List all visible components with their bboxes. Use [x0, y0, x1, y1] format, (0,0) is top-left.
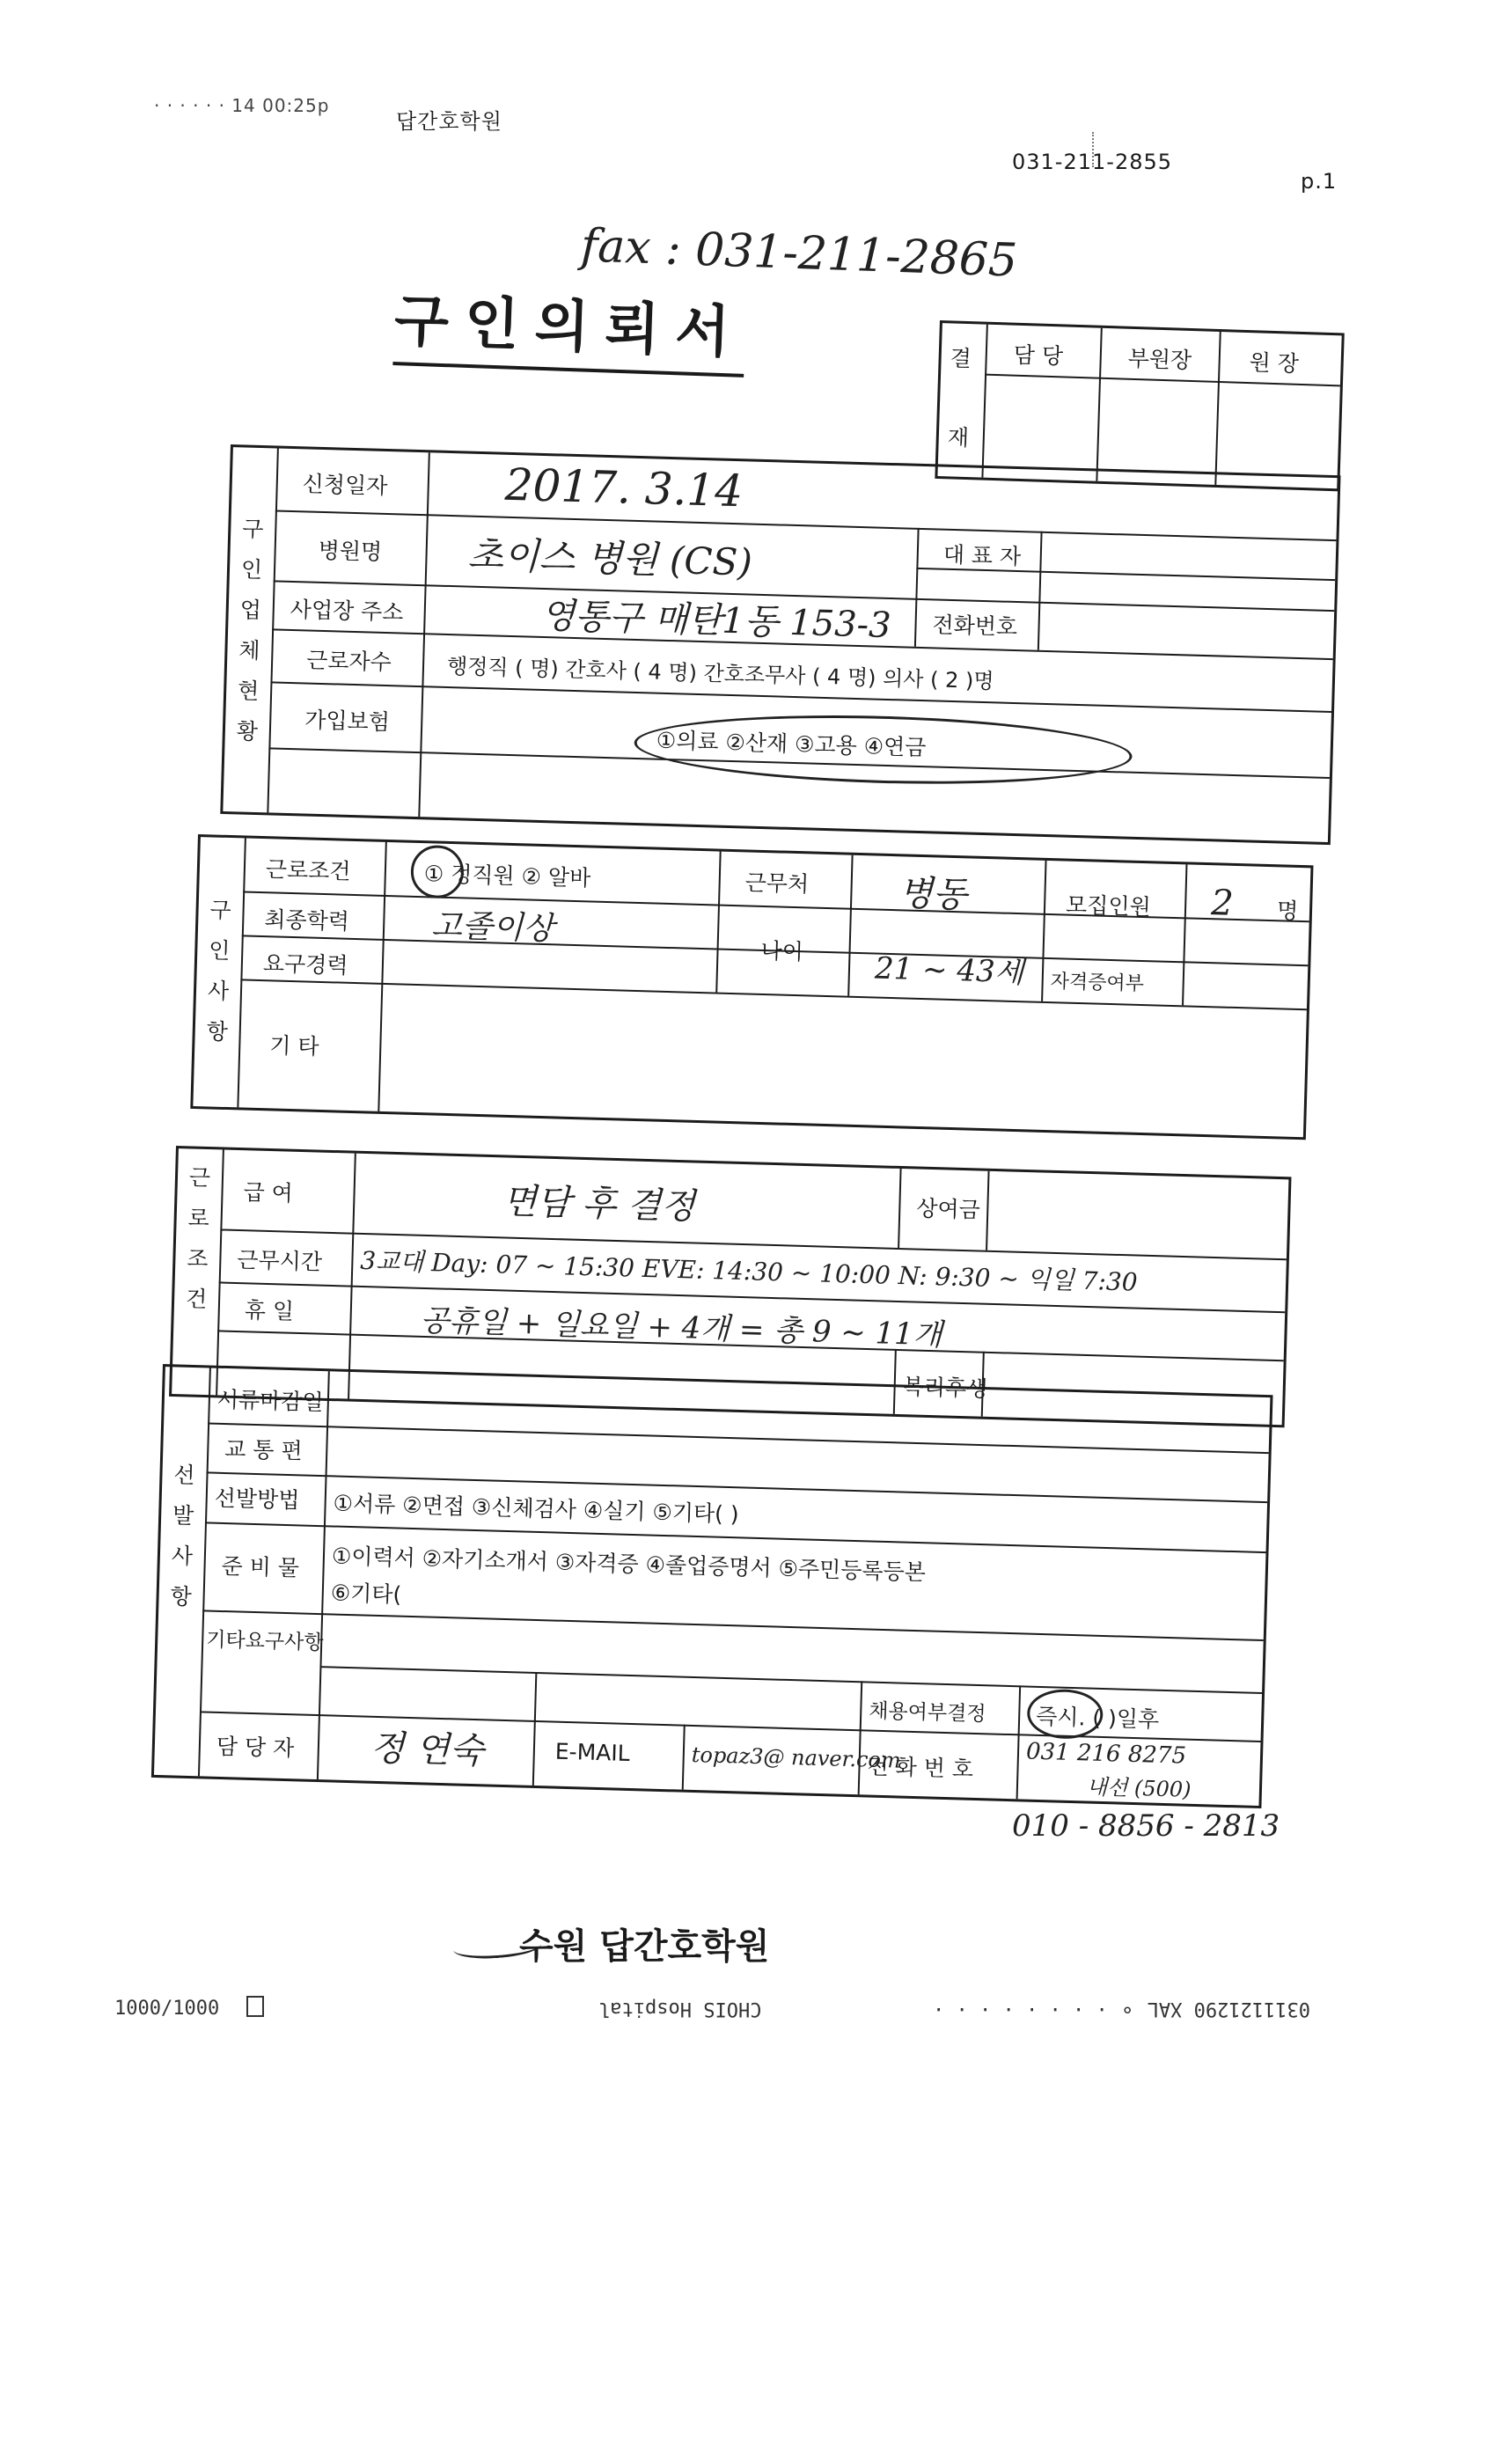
conditions-side-label: 근 로 조 건	[185, 1164, 211, 1313]
approval-side-1: 결	[950, 345, 972, 372]
selection-side-label: 선 발 사 항	[170, 1462, 195, 1610]
fax-time: · · · · · · 14 00:25p	[154, 95, 330, 116]
approval-col-director: 원 장	[1249, 349, 1300, 377]
label-hours: 근무시간	[237, 1246, 323, 1275]
label-address: 사업장 주소	[290, 596, 404, 626]
value-method: ①서류 ②면접 ③신체검사 ④실기 ⑤기타( )	[333, 1490, 739, 1528]
value-headcount: 2	[1210, 883, 1235, 924]
label-education: 최종학력	[263, 906, 350, 935]
label-contact: 담 당 자	[216, 1733, 295, 1762]
label-workplace: 근무처	[744, 869, 810, 898]
label-phone: 전 화 번 호	[867, 1753, 974, 1782]
label-experience: 요구경력	[262, 950, 348, 979]
fax-footer-box	[246, 1996, 264, 2017]
label-license: 자격증여부	[1050, 971, 1145, 996]
label-documents: 준 비 물	[221, 1552, 300, 1581]
value-holiday: 공휴일 + 일요일 + 4개 = 총 9 ~ 11개	[419, 1302, 943, 1353]
fax-footer-middle: CHOIS Hospital	[598, 1998, 762, 2020]
value-contact: 정 연숙	[370, 1727, 485, 1772]
selection-section	[151, 1364, 1273, 1808]
value-apply-date: 2017. 3.14	[504, 458, 744, 517]
value-decision: 즉시. ( )일후	[1035, 1703, 1160, 1733]
label-salary: 급 여	[243, 1179, 294, 1206]
fax-sender: 답간호학원	[396, 109, 502, 134]
value-workers: 행정직 ( 명) 간호사 ( 4 명) 간호조무사 ( 4 명) 의사 ( 2 )명	[446, 653, 994, 694]
page-title: 구인의뢰서	[392, 275, 746, 378]
value-education: 고졸이상	[430, 907, 554, 948]
label-representative: 대 표 자	[942, 541, 1022, 570]
label-welfare: 복리후생	[902, 1374, 988, 1402]
value-salary: 면담 후 결정	[502, 1181, 696, 1228]
label-transport: 교 통 편	[224, 1436, 304, 1464]
value-workplace: 병동	[898, 873, 968, 916]
value-condition: ① 정직원 ② 알바	[423, 861, 591, 891]
label-apply-date: 신청일자	[302, 471, 388, 499]
handwritten-fax-number: fax : 031-211-2865	[580, 219, 1019, 288]
label-decision: 채용여부결정	[868, 1699, 986, 1727]
label-workers: 근로자수	[305, 647, 392, 676]
fax-footer-left: 1000/1000	[114, 1998, 220, 2020]
fax-phone: 031-211-2855	[1012, 150, 1173, 174]
approval-col-vice-director: 부원장	[1127, 345, 1192, 374]
insurance-circle-mark	[634, 709, 1133, 790]
label-hospital: 병원명	[318, 537, 383, 565]
value-phone-2: 내선 (500)	[1086, 1774, 1192, 1802]
value-phone-1: 031 216 8275	[1025, 1738, 1187, 1770]
value-documents-1: ①이력서 ②자기소개서 ③자격증 ④졸업증명서 ⑤주민등록등본	[331, 1543, 927, 1586]
label-headcount: 모집인원	[1065, 891, 1152, 920]
value-documents-2: ⑥기타(	[330, 1580, 402, 1608]
label-method: 선발방법	[214, 1485, 300, 1514]
company-info-section	[220, 444, 1340, 845]
label-age: 나이	[760, 937, 804, 965]
label-etc: 기 타	[268, 1032, 319, 1060]
value-headcount-unit: 명	[1276, 898, 1299, 924]
page-number: p.1	[1301, 169, 1338, 194]
label-phone: 전화번호	[932, 612, 1018, 641]
label-email: E-MAIL	[554, 1738, 631, 1766]
value-address: 영통구 매탄1동 153-3	[540, 595, 892, 647]
label-deadline: 서류마감일	[216, 1386, 325, 1416]
value-hours: 3교대 Day: 07 ~ 15:30 EVE: 14:30 ~ 10:00 N: 9:30 ~ 익일 7:30	[359, 1245, 1138, 1297]
value-hospital: 초이스 병원 (CS)	[466, 532, 753, 584]
fax-footer-right: 0311121290 XAL ⚬ · · · · · · · ·	[933, 1998, 1311, 2020]
recruit-section	[190, 834, 1313, 1140]
company-side-label: 구 인 업 체 현 황	[236, 516, 264, 744]
approval-side-2: 재	[947, 424, 970, 451]
label-bonus: 상여금	[915, 1195, 981, 1223]
value-insurance: ①의료 ②산재 ③고용 ④연금	[656, 727, 927, 761]
recruit-side-label: 구 인 사 항	[206, 897, 232, 1045]
approval-col-staff: 담 당	[1013, 341, 1064, 370]
label-condition: 근로조건	[265, 856, 351, 884]
value-age: 21 ~ 43세	[874, 950, 1025, 991]
value-email: topaz3@ naver.com	[691, 1742, 902, 1773]
value-mobile-phone: 010 - 8856 - 2813	[1012, 1808, 1280, 1844]
label-insurance: 가입보험	[304, 707, 391, 736]
label-other-requirements: 기타요구사항	[205, 1628, 324, 1655]
fold-mark	[1092, 132, 1094, 167]
label-holiday: 휴 일	[244, 1297, 295, 1324]
footer-logo: 수원 답간호학원	[519, 1926, 770, 1967]
